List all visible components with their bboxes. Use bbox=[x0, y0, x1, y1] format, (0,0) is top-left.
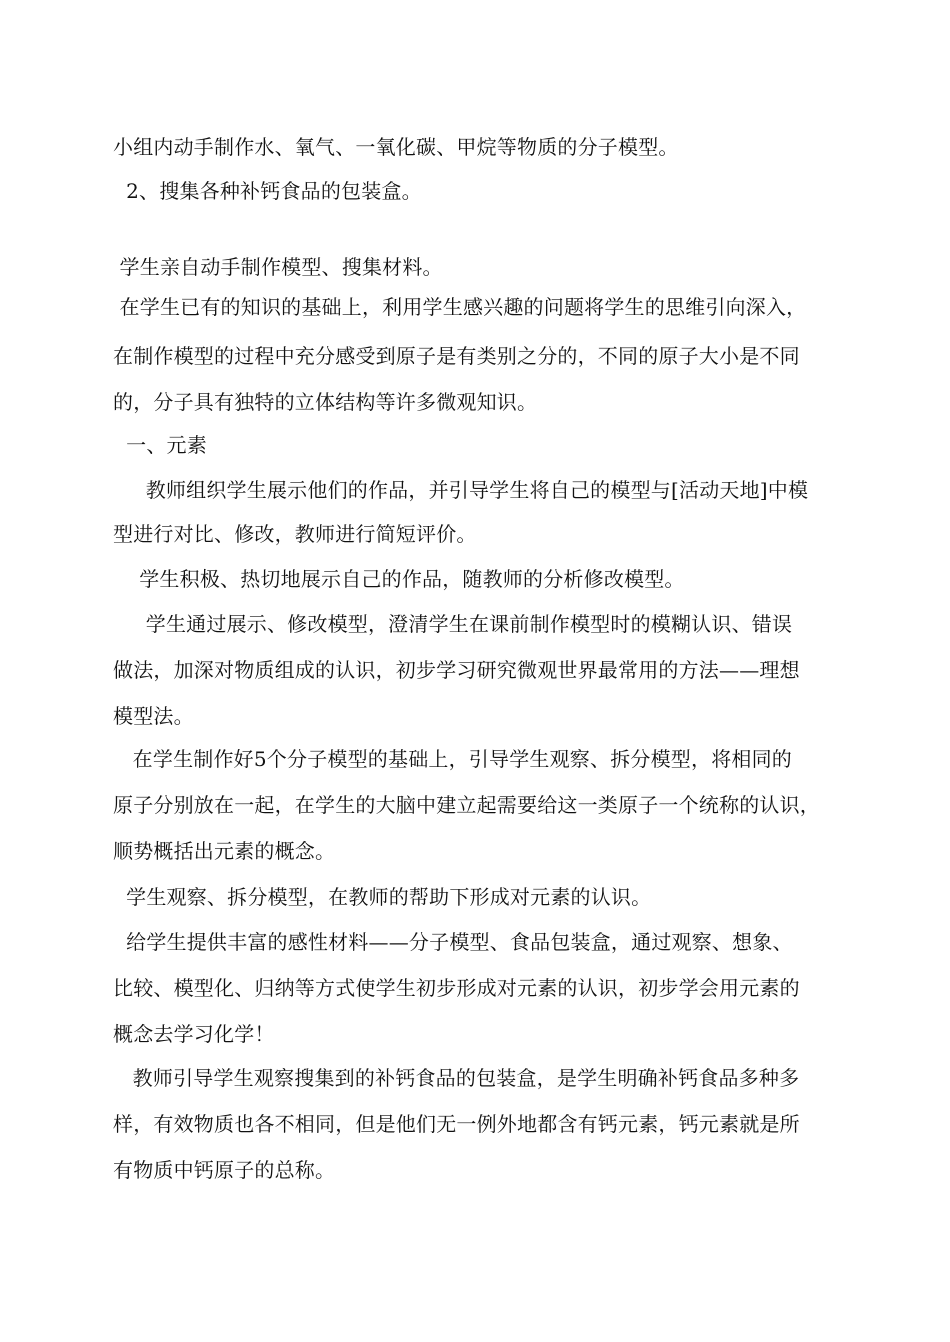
text-line: 概念去学习化学！ bbox=[113, 1022, 275, 1046]
text-line: 在学生制作好5个分子模型的基础上，引导学生观察、拆分模型，将相同的 bbox=[113, 747, 792, 771]
text-line: 学生亲自动手制作模型、搜集材料。 bbox=[113, 255, 443, 279]
text-line: 教师引导学生观察搜集到的补钙食品的包装盒，是学生明确补钙食品多种多 bbox=[113, 1066, 800, 1090]
text-line: 型进行对比、修改，教师进行简短评价。 bbox=[113, 522, 477, 546]
text-line: 做法，加深对物质组成的认识，初步学习研究微观世界最常用的方法——理想 bbox=[113, 658, 800, 682]
text-line: 在制作模型的过程中充分感受到原子是有类别之分的，不同的原子大小是不同 bbox=[113, 344, 800, 368]
text-line: 模型法。 bbox=[113, 704, 194, 728]
text-line: 顺势概括出元素的概念。 bbox=[113, 839, 336, 863]
text-line: 学生通过展示、修改模型，澄清学生在课前制作模型时的模糊认识、错误 bbox=[113, 612, 793, 636]
text-line: 有物质中钙原子的总称。 bbox=[113, 1158, 336, 1182]
text-line: 给学生提供丰富的感性材料——分子模型、食品包装盒，通过观察、想象、 bbox=[113, 930, 793, 954]
text-line: 在学生已有的知识的基础上，利用学生感兴趣的问题将学生的思维引向深入， bbox=[113, 295, 807, 319]
text-line: 教师组织学生展示他们的作品，并引导学生将自己的模型与[活动天地]中模 bbox=[113, 478, 809, 502]
section-heading: 一、元素 bbox=[113, 433, 207, 457]
text-line: 小组内动手制作水、氧气、一氧化碳、甲烷等物质的分子模型。 bbox=[113, 135, 679, 159]
text-line: 2、搜集各种补钙食品的包装盒。 bbox=[113, 179, 422, 203]
text-line: 样，有效物质也各不相同，但是他们无一例外地都含有钙元素，钙元素就是所 bbox=[113, 1112, 800, 1136]
text-line: 原子分别放在一起，在学生的大脑中建立起需要给这一类原子一个统称的认识， bbox=[113, 793, 820, 817]
text-line: 学生积极、热切地展示自己的作品，随教师的分析修改模型。 bbox=[113, 567, 685, 591]
text-line: 学生观察、拆分模型，在教师的帮助下形成对元素的认识。 bbox=[113, 885, 652, 909]
text-line: 的，分子具有独特的立体结构等许多微观知识。 bbox=[113, 390, 538, 414]
text-line: 比较、模型化、归纳等方式使学生初步形成对元素的认识，初步学会用元素的 bbox=[113, 976, 800, 1000]
